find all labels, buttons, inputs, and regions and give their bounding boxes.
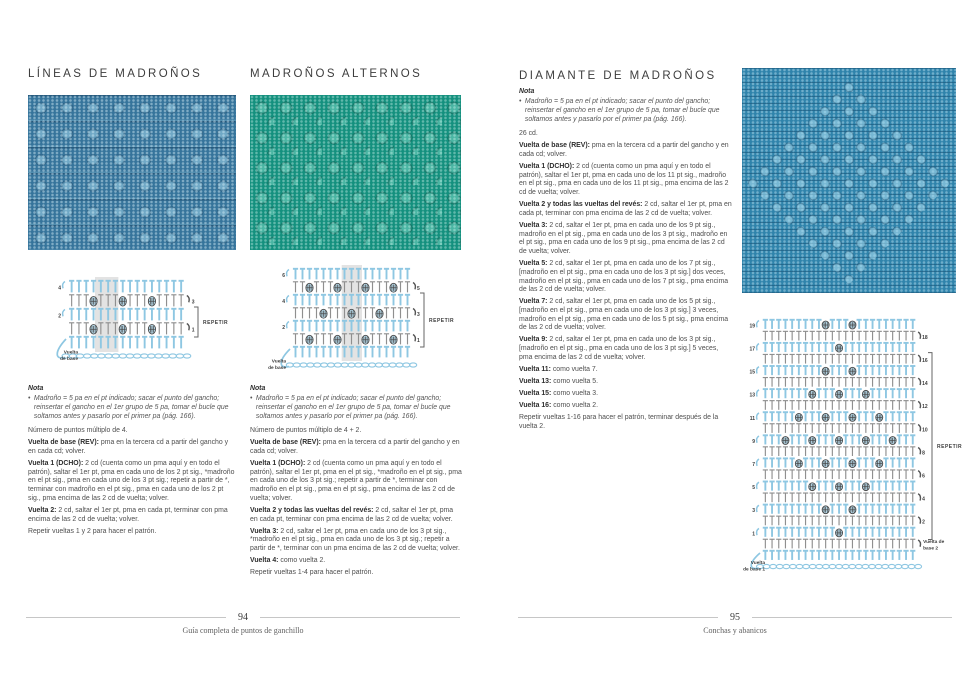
svg-text:12: 12: [922, 404, 928, 411]
svg-text:3: 3: [191, 299, 195, 306]
instruction-paragraph: Vuelta 2: 2 cd, saltar el 1er pt, pma en cada pt, terminar con pma encima de las 2 cd de vuelta; volver.: [28, 506, 228, 523]
svg-text:7: 7: [752, 461, 755, 468]
footer-page-94: [26, 612, 460, 635]
chapter-title: Conchas y abanicos: [703, 625, 767, 635]
svg-text:1: 1: [752, 531, 755, 538]
instruction-paragraph: Número de puntos múltiplo de 4 + 2.: [250, 427, 362, 435]
chart-row: [763, 354, 928, 364]
instruction-paragraph: Vuelta 2 y todas las vueltas del revés: 2 cd, saltar el 1er pt, pma en cada pt, terminar con pma encima de las 2 cd de vuelta; volver.: [519, 201, 732, 217]
instruction-paragraph: Vuelta 16: como vuelta 2.: [519, 402, 599, 410]
chart-row: [763, 331, 928, 341]
instruction-paragraph: Vuelta 1 (DCHO): 2 cd (cuenta como un pma aquí y en todo el patrón), saltar el 1er pt, pma en cada uno de los 2 pt sig., *madroño en el pt sig., pma en cada uno de los 3 pt sig.; repetir a partir de *, terminar con madroño en el pt sig., pma en cada uno de los 2 pt sig., pma encima de las 2 cd de vuelta; volver.: [28, 460, 235, 502]
instruction-paragraph: Vuelta 3: 2 cd, saltar el 1er pt, pma en cada uno de los 9 pt sig., madroño en el pt sig., pma en cada uno de los 3 pt sig., madroño en el pt sig., pma en cada uno de los 9 pt sig., pma encima de las 2 cd de vuelta; volver.: [519, 222, 728, 256]
chart-row: [69, 295, 195, 307]
chart-row: [752, 528, 915, 538]
footer-page-95: [518, 612, 952, 635]
instruction-paragraph: Número de puntos múltiplo de 4.: [28, 427, 128, 435]
nota-text: Madroño = 5 pa en el pt indicado; sacar el punto del gancho; reinsertar el gancho en el 1er grupo de 5 pa, tomar el bucle que soltamos antes y pasarlo por el primer pa (pág. 166).: [33, 395, 229, 420]
instruction-paragraph: Vuelta 11: como vuelta 7.: [519, 365, 598, 373]
swatch-photo-lineas: [28, 95, 236, 250]
chart-row: [752, 482, 915, 492]
pattern-title-alternos: MADROÑOS ALTERNOS: [250, 68, 423, 80]
nota-text: Madroño = 5 pa en el pt indicado; sacar el punto del gancho; reinsertar el gancho en el 1er grupo de 5 pa, tomar el bucle que soltamos antes y pasarlo por el primer pa (pág. 166).: [524, 98, 720, 123]
chart-row: [752, 458, 915, 468]
svg-text:REPETIR: REPETIR: [429, 317, 455, 324]
svg-text:4: 4: [922, 496, 925, 503]
instruction-paragraph: Vuelta 7: 2 cd, saltar el 1er pt, pma en cada uno de los 5 pt sig., [madroño en el pt sig., pma en cada uno de los 3 pt sig.] 3 veces, madroño en el pt sig., pma en cada uno de los 5 pt sig., pma encima de las 2 cd de vuelta; volver.: [519, 298, 729, 332]
instruction-paragraph: Vuelta de base (REV): pma en la tercera cd a partir del gancho y en cada cd; volver.: [519, 142, 729, 159]
instruction-paragraph: Vuelta 1 (DCHO): 2 cd (cuenta como un pma aquí y en todo el patrón), saltar el 1er pt, pma en el pt sig., *madroño en el pt sig., pma en cada uno de los 3 pt sig.; repetir a partir de *, terminar con madroño en el pt sig., pma en el pt sig., pma encima de las 2 cd de vuelta; volver.: [250, 460, 462, 502]
svg-text:14: 14: [922, 381, 928, 388]
svg-text:13: 13: [749, 392, 755, 399]
instruction-paragraph: Vuelta de base (REV): pma en la tercera cd a partir del gancho y en cada cd; volver.: [250, 439, 460, 456]
instruction-paragraph: Repetir vueltas 1 y 2 para hacer el patrón.: [28, 527, 157, 535]
svg-text:4: 4: [58, 285, 61, 292]
svg-text:18: 18: [922, 334, 928, 341]
svg-text:8: 8: [922, 450, 925, 457]
chart-row: [763, 447, 925, 457]
instruction-paragraph: Repetir vueltas 1-16 para hacer el patrón, terminar después de la vuelta 2.: [519, 414, 719, 430]
svg-text:9: 9: [752, 438, 755, 445]
crochet-chart-lineas: [48, 270, 240, 372]
svg-text:10: 10: [922, 427, 928, 434]
instructions-diamante: [519, 88, 732, 435]
crochet-chart-diamante: [731, 313, 980, 585]
svg-text:1: 1: [417, 338, 420, 345]
footer-rule: [752, 617, 952, 618]
chart-row: [58, 281, 184, 293]
svg-text:5: 5: [417, 286, 420, 293]
svg-text:6: 6: [282, 273, 285, 280]
svg-text:Vuelta: Vuelta: [271, 359, 286, 365]
chart-row: [752, 435, 915, 445]
svg-text:17: 17: [749, 346, 755, 353]
page-number: 94: [238, 612, 248, 623]
bullet-dot: •: [519, 98, 522, 106]
chart-row: [69, 337, 184, 349]
svg-text:5: 5: [752, 485, 755, 492]
chart-row: [763, 470, 925, 480]
footer-rule: [26, 617, 226, 618]
footer-rule: [518, 617, 718, 618]
svg-text:2: 2: [58, 313, 61, 320]
nota-bullet: [28, 395, 236, 421]
svg-text:Vuelta: Vuelta: [750, 561, 765, 567]
chart-row: [749, 320, 915, 330]
instruction-paragraph: Vuelta 3: 2 cd, saltar el 1er pt, pma en cada uno de los 3 pt sig., *madroño en el pt sig., pma en cada uno de los 3 pt sig.; repetir a partir de *, terminar con un pma encima de las 2 cd de vuelta; volver.: [250, 527, 460, 553]
chart-row: [750, 412, 916, 422]
instruction-paragraph: Vuelta 1 (DCHO): 2 cd (cuenta como un pma aquí y en todo el patrón), saltar el 1er pt, pma en cada uno de los 11 pt sig., madroño en el pt sig., pma en cada uno de los 11 pt sig., pma encima de las 2 cd de vuelta; volver.: [519, 163, 729, 197]
bullet-dot: •: [250, 395, 253, 403]
instruction-paragraph: Vuelta 9: 2 cd, saltar el 1er pt, pma en cada uno de los 3 pt sig., [madroño en el pt sig., pma en cada uno de los 3 pt sig.] 5 veces, pma encima de las 2 cd de vuelta; volver.: [519, 336, 719, 361]
chart-row: [69, 323, 195, 335]
instruction-paragraph: Vuelta 15: como vuelta 3.: [519, 390, 599, 398]
svg-text:de base: de base: [60, 357, 78, 362]
instruction-paragraph: Vuelta 13: como vuelta 5.: [519, 377, 599, 385]
svg-text:4: 4: [282, 299, 285, 306]
chart-row: [763, 539, 945, 552]
nota-bullet: [519, 98, 732, 124]
instruction-paragraph: Repetir vueltas 1-4 para hacer el patrón.: [250, 569, 374, 577]
svg-text:de base 1: de base 1: [743, 567, 765, 573]
nota-heading: Nota: [250, 385, 266, 392]
instructions-alternos: [250, 385, 462, 581]
svg-text:2: 2: [922, 519, 925, 526]
bullet-dot: •: [28, 395, 31, 403]
instruction-paragraph: Vuelta 5: 2 cd, saltar el 1er pt, pma en cada uno de los 7 pt sig., [madroño en el pt sig., pma en cada uno de los 3 pt sig.] dos veces, madroño en el pt sig., pma en cada uno de los 7 pt sig., pma encima de las 2 cd de vuelta; volver.: [519, 260, 729, 294]
svg-text:1: 1: [191, 327, 195, 334]
instruction-paragraph: Vuelta de base (REV): pma en la tercera cd a partir del gancho y en cada cd; volver.: [28, 439, 229, 456]
page-number: 95: [730, 612, 740, 623]
svg-text:16: 16: [922, 358, 928, 365]
crochet-chart-alternos: [256, 258, 468, 370]
chart-row: [749, 343, 915, 353]
svg-text:3: 3: [417, 312, 420, 319]
svg-text:3: 3: [752, 508, 755, 515]
chart-row: [763, 551, 916, 560]
diamond-motif: [744, 75, 953, 284]
book-title: Guía completa de puntos de ganchillo: [182, 625, 304, 635]
chart-row: [749, 389, 915, 399]
pattern-title-lineas: LÍNEAS DE MADROÑOS: [28, 68, 203, 80]
svg-text:15: 15: [749, 369, 755, 376]
svg-text:REPETIR: REPETIR: [203, 319, 229, 326]
svg-text:de base: de base: [268, 366, 286, 371]
instruction-paragraph: 26 cd.: [519, 130, 538, 138]
nota-heading: Nota: [519, 88, 535, 95]
svg-text:11: 11: [749, 415, 755, 422]
footer-rule: [260, 617, 460, 618]
swatch-photo-diamante: [742, 68, 956, 293]
chart-row: [763, 493, 925, 503]
chart-row: [293, 347, 410, 358]
svg-text:Vuelta: Vuelta: [63, 350, 78, 356]
nota-bullet: [250, 395, 462, 421]
instruction-paragraph: Vuelta 4: como vuelta 2.: [250, 557, 326, 565]
nota-text: Madroño = 5 pa en el pt indicado; sacar el punto del gancho; reinsertar el gancho en el 1er grupo de 5 pa, tomar el bucle que soltamos antes y pasarlo por el primer pa (pág. 166).: [255, 395, 451, 420]
chart-row: [763, 516, 925, 526]
svg-text:base 2: base 2: [923, 546, 939, 552]
chart-row: [752, 505, 915, 515]
nota-heading: Nota: [28, 385, 44, 392]
chart-row: [749, 366, 915, 376]
chart-row: [763, 424, 928, 434]
instructions-lineas: [28, 385, 236, 540]
chart-row: [763, 401, 928, 411]
pattern-title-diamante: DIAMANTE DE MADROÑOS: [519, 70, 717, 82]
svg-text:2: 2: [282, 325, 285, 332]
svg-text:19: 19: [749, 323, 755, 330]
chart-row: [763, 378, 928, 388]
svg-text:6: 6: [922, 473, 925, 480]
svg-text:REPETIR: REPETIR: [937, 443, 963, 450]
swatch-photo-alternos: [250, 95, 461, 250]
instruction-paragraph: Vuelta 2 y todas las vueltas del revés: 2 cd, saltar el 1er pt, pma en cada pt, terminar con pma encima de las 2 cd de vuelta; volver.: [250, 506, 454, 523]
svg-text:Vuelta de: Vuelta de: [923, 539, 945, 545]
chart-row: [58, 309, 184, 321]
